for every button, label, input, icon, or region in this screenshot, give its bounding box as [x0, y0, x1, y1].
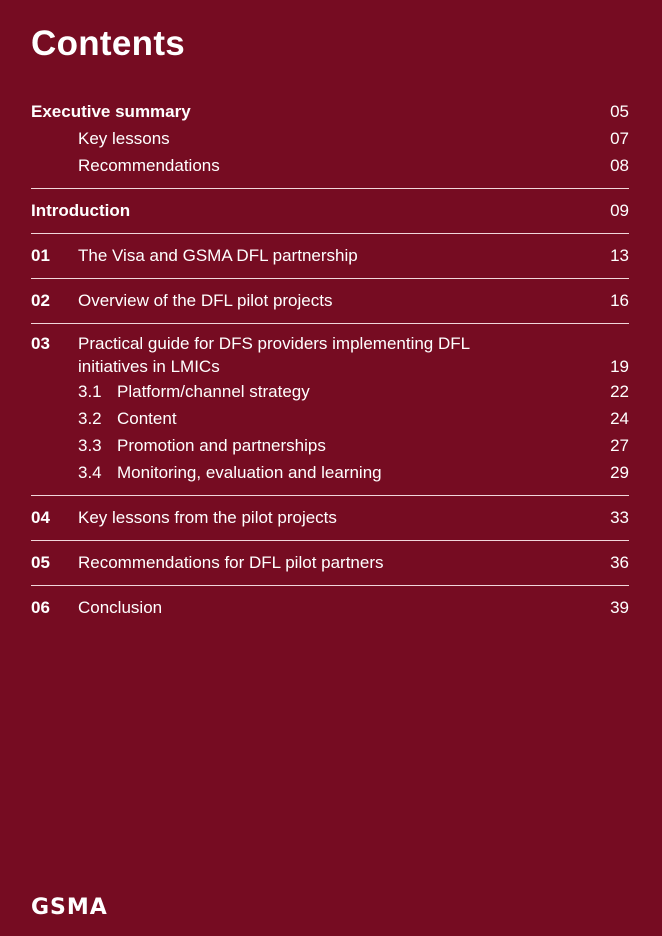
toc-entry-page: 08: [610, 156, 629, 175]
toc-subentry-number: 3.2: [78, 409, 102, 428]
toc-subentry-label: Monitoring, evaluation and learning: [117, 463, 382, 482]
toc-entry-page: 33: [610, 508, 629, 527]
toc-entry-03[interactable]: [31, 332, 629, 378]
divider: [31, 278, 629, 279]
toc-subentry-3-4[interactable]: [31, 459, 629, 486]
toc-entry-page: 39: [610, 598, 629, 617]
toc-subentry-3-2[interactable]: [31, 405, 629, 432]
toc-entry-01[interactable]: [31, 242, 629, 269]
toc-entry-page: 07: [610, 129, 629, 148]
toc-entry-page: 29: [610, 463, 629, 482]
gsma-logo: GSMA: [31, 895, 108, 920]
toc-entry-label: Introduction: [31, 201, 131, 220]
divider: [31, 540, 629, 541]
toc-entry-label: Conclusion: [78, 598, 163, 617]
toc-entry-label: Recommendations for DFL pilot partners: [78, 553, 384, 572]
toc-entry-label: Key lessons: [78, 129, 170, 148]
page-title: Contents: [31, 24, 186, 63]
toc-entry-number: 05: [31, 553, 50, 572]
toc-entry-label: Overview of the DFL pilot projects: [78, 291, 333, 310]
toc-entry-page: 19: [610, 357, 629, 376]
toc-entry-executive-summary[interactable]: [31, 98, 629, 125]
divider: [31, 495, 629, 496]
toc-entry-key-lessons[interactable]: [31, 125, 629, 152]
toc-entry-05[interactable]: [31, 549, 629, 576]
toc-subentry-number: 3.3: [78, 436, 102, 455]
toc-subentry-3-1[interactable]: [31, 378, 629, 405]
toc-entry-page: 09: [610, 201, 629, 220]
divider: [31, 323, 629, 324]
toc-entry-page: 13: [610, 246, 629, 265]
toc-entry-label-line2: initiatives in LMICs: [78, 357, 220, 376]
toc-subentry-number: 3.4: [78, 463, 102, 482]
toc-entry-label: Executive summary: [31, 102, 191, 121]
toc-entry-label: Recommendations: [78, 156, 220, 175]
toc-entry-label-line1: Practical guide for DFS providers implementing DFL: [78, 334, 471, 353]
toc-entry-page: 27: [610, 436, 629, 455]
toc-entry-page: 36: [610, 553, 629, 572]
toc-subentry-label: Platform/channel strategy: [117, 382, 310, 401]
toc-entry-number: 04: [31, 508, 50, 527]
toc-subentry-3-3[interactable]: [31, 432, 629, 459]
toc-entry-label: Key lessons from the pilot projects: [78, 508, 337, 527]
toc-entry-number: 01: [31, 246, 50, 265]
toc-entry-02[interactable]: [31, 287, 629, 314]
toc-entry-introduction[interactable]: [31, 197, 629, 224]
toc-entry-number: 03: [31, 334, 50, 353]
divider: [31, 233, 629, 234]
toc-entry-06[interactable]: [31, 594, 629, 621]
table-of-contents: [31, 98, 629, 621]
toc-entry-recommendations[interactable]: [31, 152, 629, 179]
divider: [31, 585, 629, 586]
toc-entry-04[interactable]: [31, 504, 629, 531]
toc-subentry-label: Content: [117, 409, 177, 428]
divider: [31, 188, 629, 189]
toc-entry-number: 06: [31, 598, 50, 617]
toc-entry-number: 02: [31, 291, 50, 310]
toc-entry-page: 22: [610, 382, 629, 401]
toc-subentry-label: Promotion and partnerships: [117, 436, 326, 455]
toc-subentry-number: 3.1: [78, 382, 102, 401]
toc-entry-page: 05: [610, 102, 629, 121]
toc-entry-page: 16: [610, 291, 629, 310]
toc-entry-label: The Visa and GSMA DFL partnership: [78, 246, 358, 265]
toc-entry-page: 24: [610, 409, 629, 428]
